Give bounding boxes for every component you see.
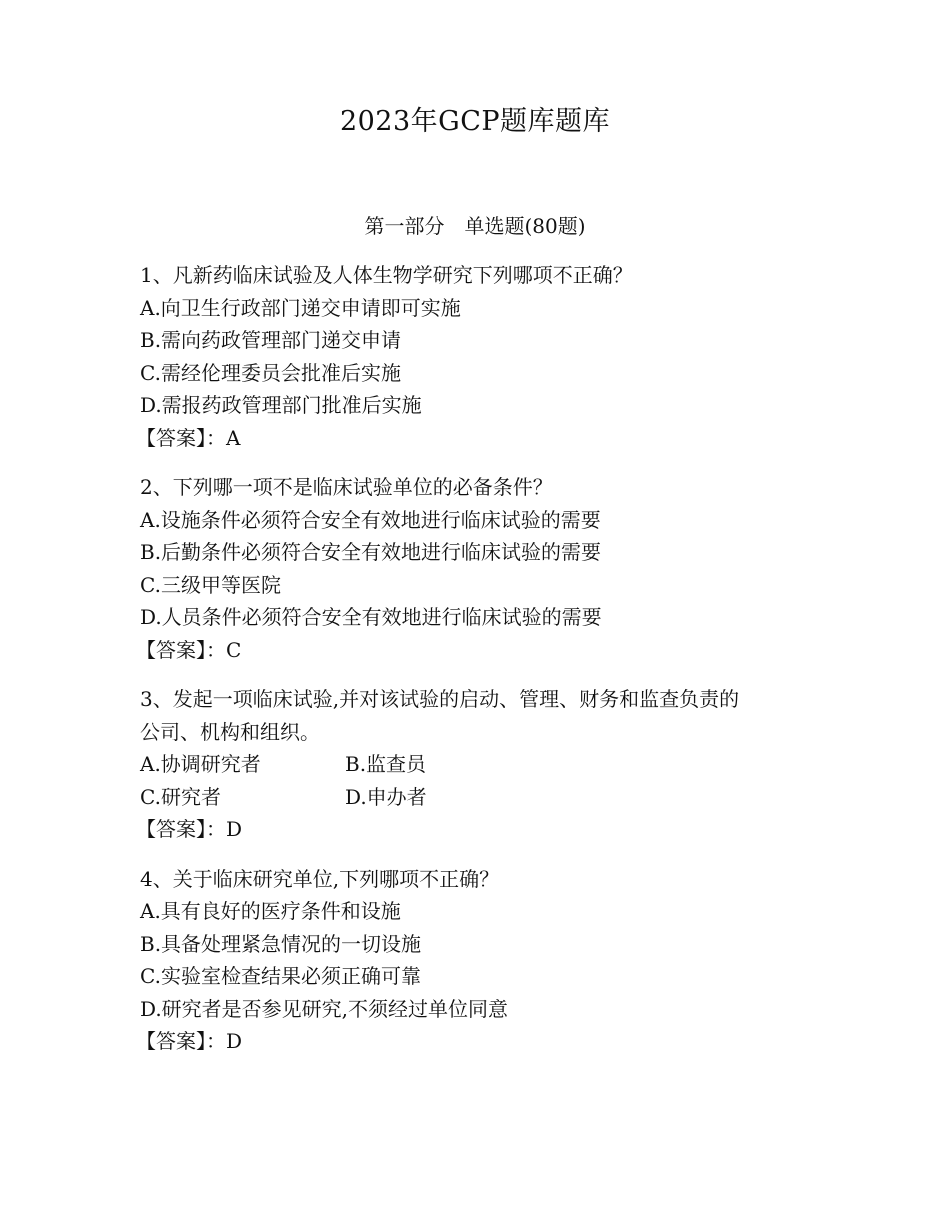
option-a: A.协调研究者 [140,752,261,776]
option-a: A.向卫生行政部门递交申请即可实施 [140,295,461,320]
question-2 [136,471,820,666]
question-stem: 4、关于临床研究单位,下列哪项不正确？ [140,866,500,891]
answer-line: 【答案】：A [136,425,241,450]
option-c: C.实验室检查结果必须正确可靠 [140,964,421,988]
question-list [136,259,820,1075]
option-a: A.设施条件必须符合安全有效地进行临床试验的需要 [140,507,601,532]
option-d: D.研究者是否参见研究,不须经过单位同意 [140,996,509,1021]
section-heading: 第一部分 单选题(80题) [364,214,586,238]
answer-line: 【答案】：D [136,817,243,841]
option-d: D.人员条件必须符合安全有效地进行临床试验的需要 [140,605,602,629]
question-3 [136,683,820,846]
option-row [140,781,820,814]
option-b: B.后勤条件必须符合安全有效地进行临床试验的需要 [140,540,602,564]
option-a: A.具有良好的医疗条件和设施 [140,899,401,923]
question-stem-continuation: 公司、机构和组织。 [140,719,320,744]
answer-line: 【答案】：D [136,1029,243,1053]
option-d: D.需报药政管理部门批准后实施 [140,393,422,417]
option-b: B.监查员 [345,752,427,776]
option-d: D.申办者 [345,784,427,809]
option-b: B.具备处理紧急情况的一切设施 [140,931,422,956]
option-c: C.需经伦理委员会批准后实施 [140,360,401,385]
question-stem: 3、发起一项临床试验,并对该试验的启动、管理、财务和监查负责的 [140,687,740,711]
option-c: C.研究者 [140,784,221,809]
option-row [140,748,820,781]
question-stem: 1、凡新药临床试验及人体生物学研究下列哪项不正确？ [140,263,633,287]
option-c: C.三级甲等医院 [140,572,281,597]
option-b: B.需向药政管理部门递交申请 [140,328,402,352]
document-title: 2023年GCP题库题库 [339,106,611,137]
question-1 [136,259,820,454]
question-stem: 2、下列哪一项不是临床试验单位的必备条件？ [140,475,553,499]
question-4 [136,863,820,1058]
answer-line: 【答案】：C [136,637,242,662]
